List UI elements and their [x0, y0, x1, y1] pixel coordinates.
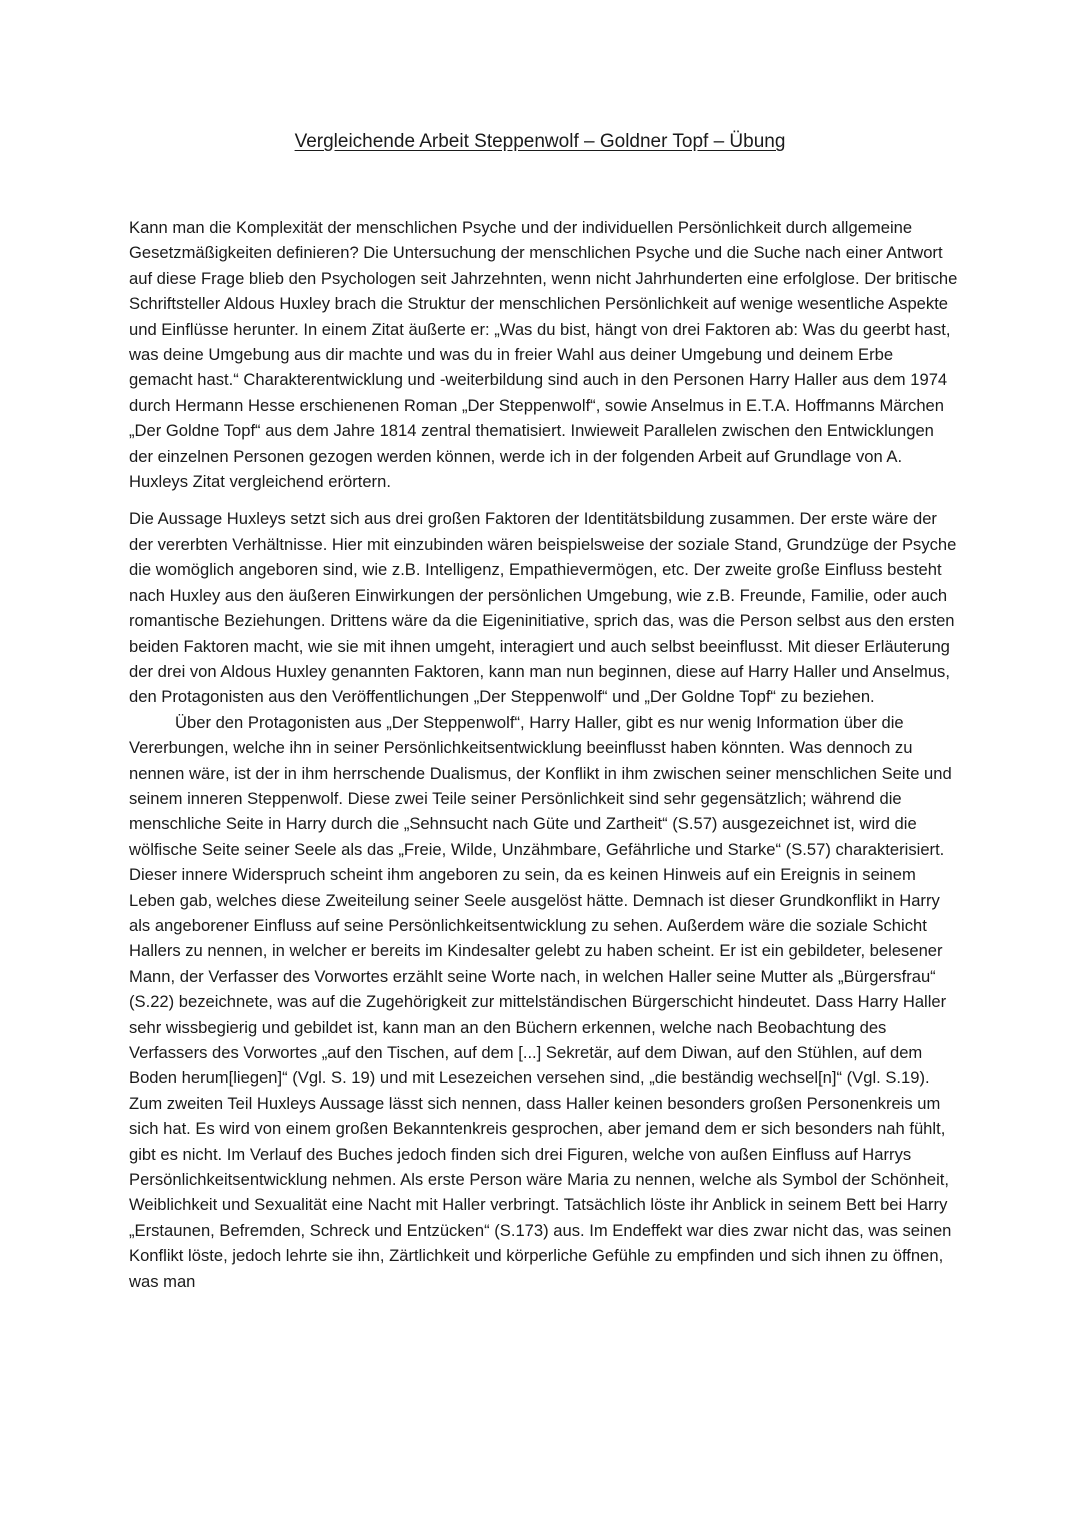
document-title: Vergleichende Arbeit Steppenwolf – Goldner Topf – Übung [294, 131, 786, 152]
paragraph-introduction: Kann man die Komplexität der menschlichen Psyche und der individuellen Persönlichkeit durch allgemeine Gesetzmäßigkeiten definieren? Die Untersuchung der menschlichen Psyche und die Suche nach einer Antwort auf diese Frage blieb den Psychologen seit Jahrzehnten, wenn nicht Jahrhunderten eine erfolglose. Der britische Schriftsteller Aldous Huxley brach die Struktur der menschlichen Persönlichkeit auf wenige wesentliche Aspekte und Einflüsse herunter. In einem Zitat äußerte er: „Was du bist, hängt von drei Faktoren ab: Was du geerbt hast, was deine Umgebung aus dir machte und was du in freier Wahl aus deiner Umgebung und deinem Erbe gemacht hast.“ Charakterentwicklung und -weiterbildung sind auch in den Personen Harry Haller aus dem 1974 durch Hermann Hesse erschienenen Roman „Der Steppenwolf“, sowie Anselmus in E.T.A. Hoffmanns Märchen „Der Goldne Topf“ aus dem Jahre 1814 zentral thematisiert. Inwieweit Parallelen zwischen den Entwicklungen der einzelnen Personen gezogen werden können, werde ich in der folgenden Arbeit auf Grundlage von A. Huxleys Zitat vergleichend erörtern. [129, 218, 958, 492]
document-body [129, 215, 959, 1294]
paragraph-huxley-factors: Die Aussage Huxleys setzt sich aus drei großen Faktoren der Identitätsbildung zusammen. Der erste wäre der der vererbten Verhältnisse. Hier mit einzubinden wären beispielsweise der soziale Stand, Grundzüge der Psyche die womöglich angeboren sind, wie z.B. Intelligenz, Empathievermögen, etc. Der zweite große Einfluss besteht nach Huxley aus den äußeren Einwirkungen der persönlichen Umgebung, wie z.B. Freunde, Familie, oder auch romantische Beziehungen. Drittens wäre da die Eigeninitiative, sprich das, was die Person selbst aus den ersten beiden Faktoren macht, wie sie mit ihnen umgeht, interagiert und auch selbst beeinflusst. Mit dieser Erläuterung der drei von Aldous Huxley genannten Faktoren, kann man nun beginnen, diese auf Harry Haller und Anselmus, den Protagonisten aus den Veröffentlichungen „Der Steppenwolf“ und „Der Goldne Topf“ zu beziehen. [129, 509, 957, 707]
paragraph-haller-environment: Zum zweiten Teil Huxleys Aussage lässt sich nennen, dass Haller keinen besonders großen Personenkreis um sich hat. Es wird von einem großen Bekanntenkreis gesprochen, aber jemand dem er sich besonders nah fühlt, gibt es nicht. Im Verlauf des Buches jedoch finden sich drei Figuren, welche von außen Einfluss auf Harrys Persönlichkeitsentwicklung nehmen. Als erste Person wäre Maria zu nennen, welche als Symbol der Schönheit, Weiblichkeit und Sexualität eine Nacht mit Haller verbringt. Tatsächlich löste ihr Anblick in seinem Bett bei Harry „Erstaunen, Befremden, Schreck und Entzücken“ (S.173) aus. Im Endeffekt war dies zwar nicht das, was seinen Konflikt löste, jedoch lehrte sie ihn, Zärtlichkeit und körperliche Gefühle zu empfinden und sich ihnen zu öffnen, was man [129, 1093, 952, 1291]
paragraph-haller-inheritance: Über den Protagonisten aus „Der Steppenwolf“, Harry Haller, gibt es nur wenig Information über die Vererbungen, welche ihn in seiner Persönlichkeitsentwicklung beeinflusst haben könnten. Was dennoch zu nennen wäre, ist der in ihm herrschende Dualismus, der Konflikt in ihm zwischen seiner menschlichen Seite und seinem inneren Steppenwolf. Diese zwei Teile seiner Persönlichkeit sind sehr gegensätzlich; während die menschliche Seite in Harry durch die „Sehnsucht nach Güte und Zartheit“ (S.57) ausgezeichnet ist, wird die wölfische Seite seiner Seele als das „Freie, Wilde, Unzähmbare, Gefährliche und Starke“ (S.57) charakterisiert. Dieser innere Widerspruch scheint ihm angeboren zu sein, da es keinen Hinweis auf ein Ereignis in seinem Leben gab, welches diese Zweiteilung seiner Seele ausgelöst hätte. Demnach ist dieser Grundkonflikt in Harry als angeborener Einfluss auf seine Persönlichkeitsentwicklung zu sehen. Außerdem wäre die soziale Schicht Hallers zu nennen, in welcher er bereits im Kindesalter gelebt zu haben scheint. Er ist ein gebildeter, belesener Mann, der Verfasser des Vorwortes erzählt seine Worte nach, in welchen Haller seine Mutter als „Bürgersfrau“ (S.22) bezeichnete, was auf die Zugehörigkeit zur mittelständischen Bürgerschicht hindeutet. Dass Harry Haller sehr wissbegierig und gebildet ist, kann man an den Büchern erkennen, welche nach Beobachtung des Verfassers des Vorwortes „auf den Tischen, auf dem [...] Sekretär, auf dem Diwan, auf den Stühlen, auf dem Boden herum[liegen]“ (Vgl. S. 19) und mit Lesezeichen versehen sind, „die beständig wechsel[n]“ (Vgl. S.19). [129, 712, 952, 1088]
